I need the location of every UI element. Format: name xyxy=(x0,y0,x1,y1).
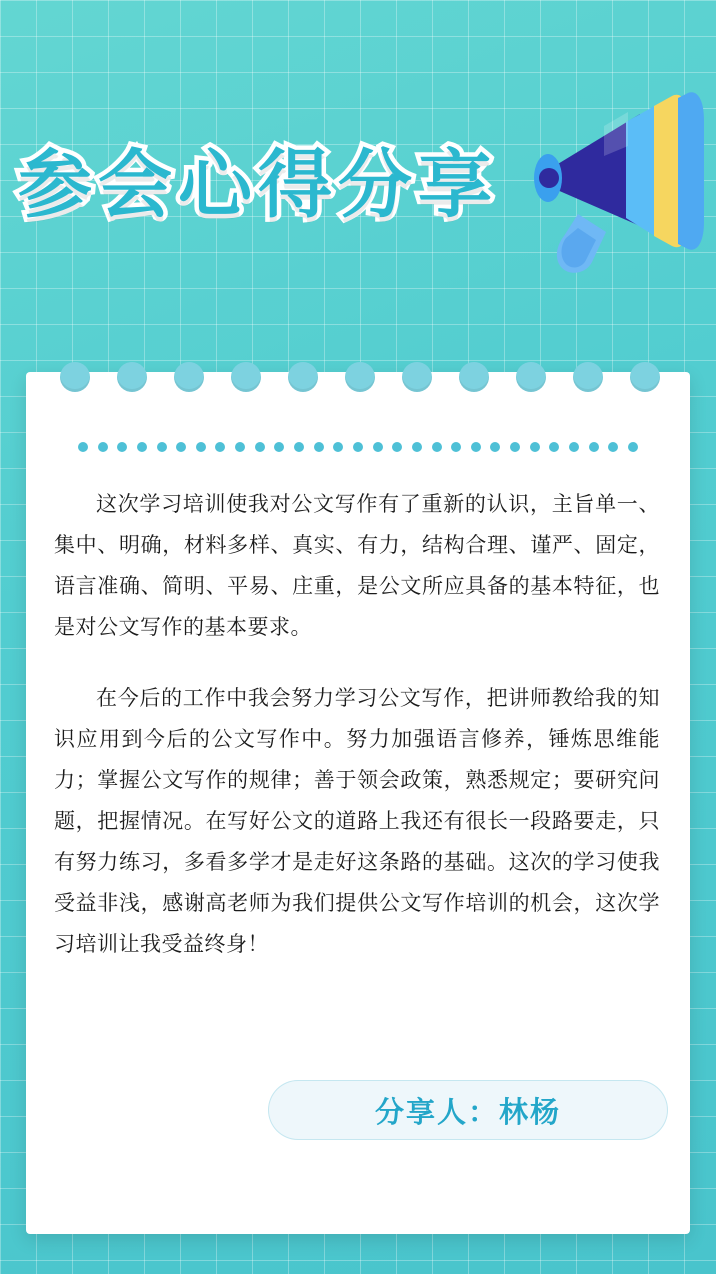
binder-holes xyxy=(60,362,660,396)
binder-hole xyxy=(516,362,546,392)
megaphone-icon xyxy=(508,86,708,296)
divider-dot xyxy=(432,442,442,452)
divider-dot xyxy=(274,442,284,452)
article-body xyxy=(54,484,660,995)
divider-dot xyxy=(255,442,265,452)
binder-hole xyxy=(60,362,90,392)
divider-dot xyxy=(157,442,167,452)
divider-dot xyxy=(117,442,127,452)
divider-dot xyxy=(628,442,638,452)
binder-hole xyxy=(573,362,603,392)
content-card xyxy=(26,372,690,1234)
signature-badge xyxy=(268,1080,668,1140)
divider-dot xyxy=(137,442,147,452)
divider-dot xyxy=(314,442,324,452)
article-paragraph: 在今后的工作中我会努力学习公文写作，把讲师教给我的知识应用到今后的公文写作中。努力加强语言修养，锤炼思维能力；掌握公文写作的规律；善于领会政策，熟悉规定；要研究问题，把握情况。在写好公文的道路上我还有很长一段路要走，只有努力练习，多看多学才是走好这条路的基础。这次的学习使我受益非浅，感谢高老师为我们提供公文写作培训的机会，这次学习培训让我受益终身！ xyxy=(54,686,660,956)
divider-dot xyxy=(392,442,402,452)
divider-dot xyxy=(353,442,363,452)
binder-hole xyxy=(174,362,204,392)
divider-dot xyxy=(490,442,500,452)
divider-dot xyxy=(235,442,245,452)
divider-dot xyxy=(510,442,520,452)
divider-dot xyxy=(294,442,304,452)
divider-dot xyxy=(176,442,186,452)
page-title xyxy=(18,130,518,240)
binder-hole xyxy=(345,362,375,392)
binder-hole xyxy=(459,362,489,392)
binder-hole xyxy=(231,362,261,392)
divider-dot xyxy=(608,442,618,452)
binder-hole xyxy=(630,362,660,392)
divider-dot xyxy=(78,442,88,452)
divider-dot xyxy=(471,442,481,452)
divider-dot xyxy=(589,442,599,452)
signature-text: 分享人：林杨 xyxy=(374,1094,561,1129)
binder-hole xyxy=(117,362,147,392)
divider-dot xyxy=(98,442,108,452)
binder-hole xyxy=(402,362,432,392)
dotted-divider xyxy=(78,442,638,452)
divider-dot xyxy=(412,442,422,452)
divider-dot xyxy=(333,442,343,452)
binder-hole xyxy=(288,362,318,392)
page-title-text: 参会心得分享 xyxy=(18,142,498,228)
article-paragraph: 这次学习培训使我对公文写作有了重新的认识，主旨单一、集中、明确，材料多样、真实、有力，结构合理、谨严、固定，语言准确、简明、平易、庄重，是公文所应具备的基本特征，也是对公文写作的基本要求。 xyxy=(54,492,660,639)
divider-dot xyxy=(530,442,540,452)
divider-dot xyxy=(569,442,579,452)
divider-dot xyxy=(549,442,559,452)
divider-dot xyxy=(451,442,461,452)
divider-dot xyxy=(196,442,206,452)
divider-dot xyxy=(373,442,383,452)
divider-dot xyxy=(215,442,225,452)
